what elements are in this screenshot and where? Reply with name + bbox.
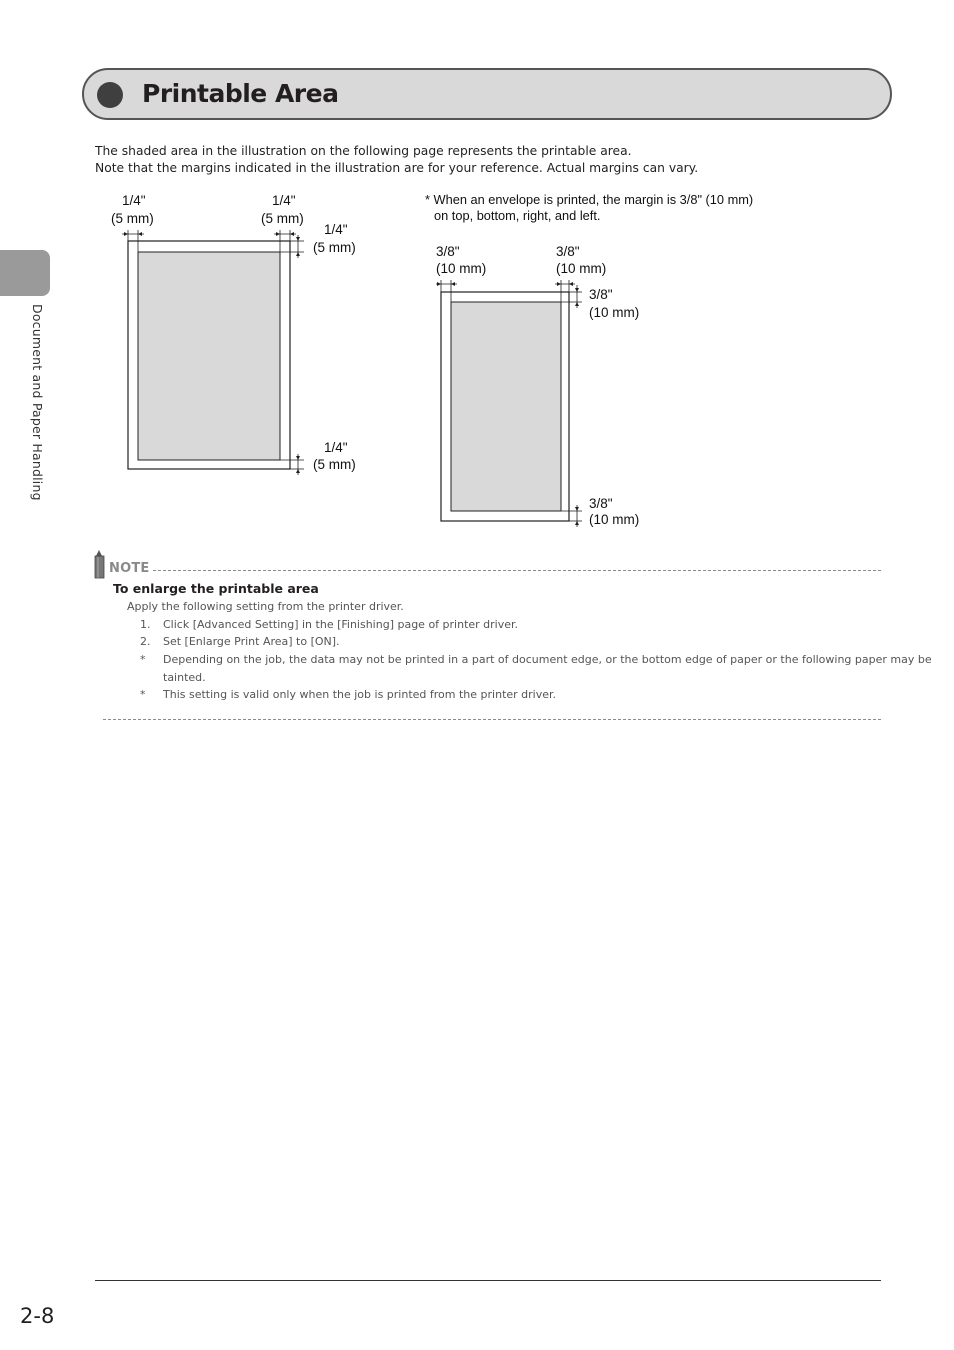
envelope-left-margin-inch: 3/8": [436, 244, 460, 259]
paper-top-margin-mm: (5 mm): [313, 240, 356, 255]
envelope-sheet: [441, 292, 569, 521]
envelope-left-margin-mm: (10 mm): [436, 261, 487, 276]
paper-left-margin-inch: 1/4": [122, 193, 146, 208]
paper-sheet: [128, 241, 290, 469]
paper-right-margin-inch: 1/4": [272, 193, 296, 208]
note-item-text: Depending on the job, the data may not be printed in a part of document edge, or the bottom edge of paper or the following paper may be: [163, 653, 932, 666]
envelope-note-line-1: * When an envelope is printed, the margin is 3/8" (10 mm): [425, 192, 754, 207]
note-divider-bottom: [103, 719, 881, 720]
envelope-dimension-lines: [436, 280, 582, 527]
note-item-text: This setting is valid only when the job is printed from the printer driver.: [163, 688, 557, 701]
envelope-bottom-margin-mm: (10 mm): [589, 512, 640, 527]
intro-line-1: The shaded area in the illustration on the following page represents the printable area.: [95, 144, 632, 158]
note-item-text: Click [Advanced Setting] in the [Finishing] page of printer driver.: [163, 618, 519, 631]
note-divider-top: [153, 570, 881, 571]
note-item-continuation: tainted.: [163, 671, 206, 684]
note-item-marker: 2.: [140, 635, 151, 648]
note-label: NOTE: [109, 561, 150, 576]
note-heading: To enlarge the printable area: [113, 581, 319, 596]
intro-line-2: Note that the margins indicated in the illustration are for your reference. Actual margins can vary.: [95, 161, 699, 175]
paper-left-margin-mm: (5 mm): [111, 211, 154, 226]
paper-bottom-margin-mm: (5 mm): [313, 457, 356, 472]
paper-printable-area: [138, 252, 280, 460]
paper-arrowheads: [124, 232, 300, 473]
note-intro: Apply the following setting from the printer driver.: [127, 600, 404, 613]
paper-top-margin-inch: 1/4": [324, 222, 348, 237]
envelope-bottom-margin-inch: 3/8": [589, 496, 613, 511]
chapter-label: Document and Paper Handling: [30, 304, 45, 501]
page-number: 2-8: [20, 1304, 55, 1328]
note-item-text: Set [Enlarge Print Area] to [ON].: [163, 635, 340, 648]
footer-rule: [95, 1280, 881, 1281]
envelope-printable-area: [451, 302, 561, 511]
pencil-icon: [94, 550, 108, 580]
paper-bottom-margin-inch: 1/4": [324, 440, 348, 455]
title-bullet-icon: [97, 82, 123, 108]
envelope-top-margin-inch: 3/8": [589, 287, 613, 302]
note-item-marker: 1.: [140, 618, 151, 631]
note-item-marker: *: [140, 688, 146, 701]
page-title: Printable Area: [142, 79, 339, 108]
paper-right-margin-mm: (5 mm): [261, 211, 304, 226]
note-item-marker: *: [140, 653, 146, 666]
paper-dimension-lines: [122, 230, 304, 475]
envelope-right-margin-mm: (10 mm): [556, 261, 607, 276]
chapter-tab: [0, 250, 50, 296]
envelope-top-margin-mm: (10 mm): [589, 305, 640, 320]
title-banner: [82, 68, 892, 120]
envelope-arrowheads: [437, 282, 579, 525]
envelope-note-line-2: on top, bottom, right, and left.: [434, 208, 601, 223]
envelope-right-margin-inch: 3/8": [556, 244, 580, 259]
